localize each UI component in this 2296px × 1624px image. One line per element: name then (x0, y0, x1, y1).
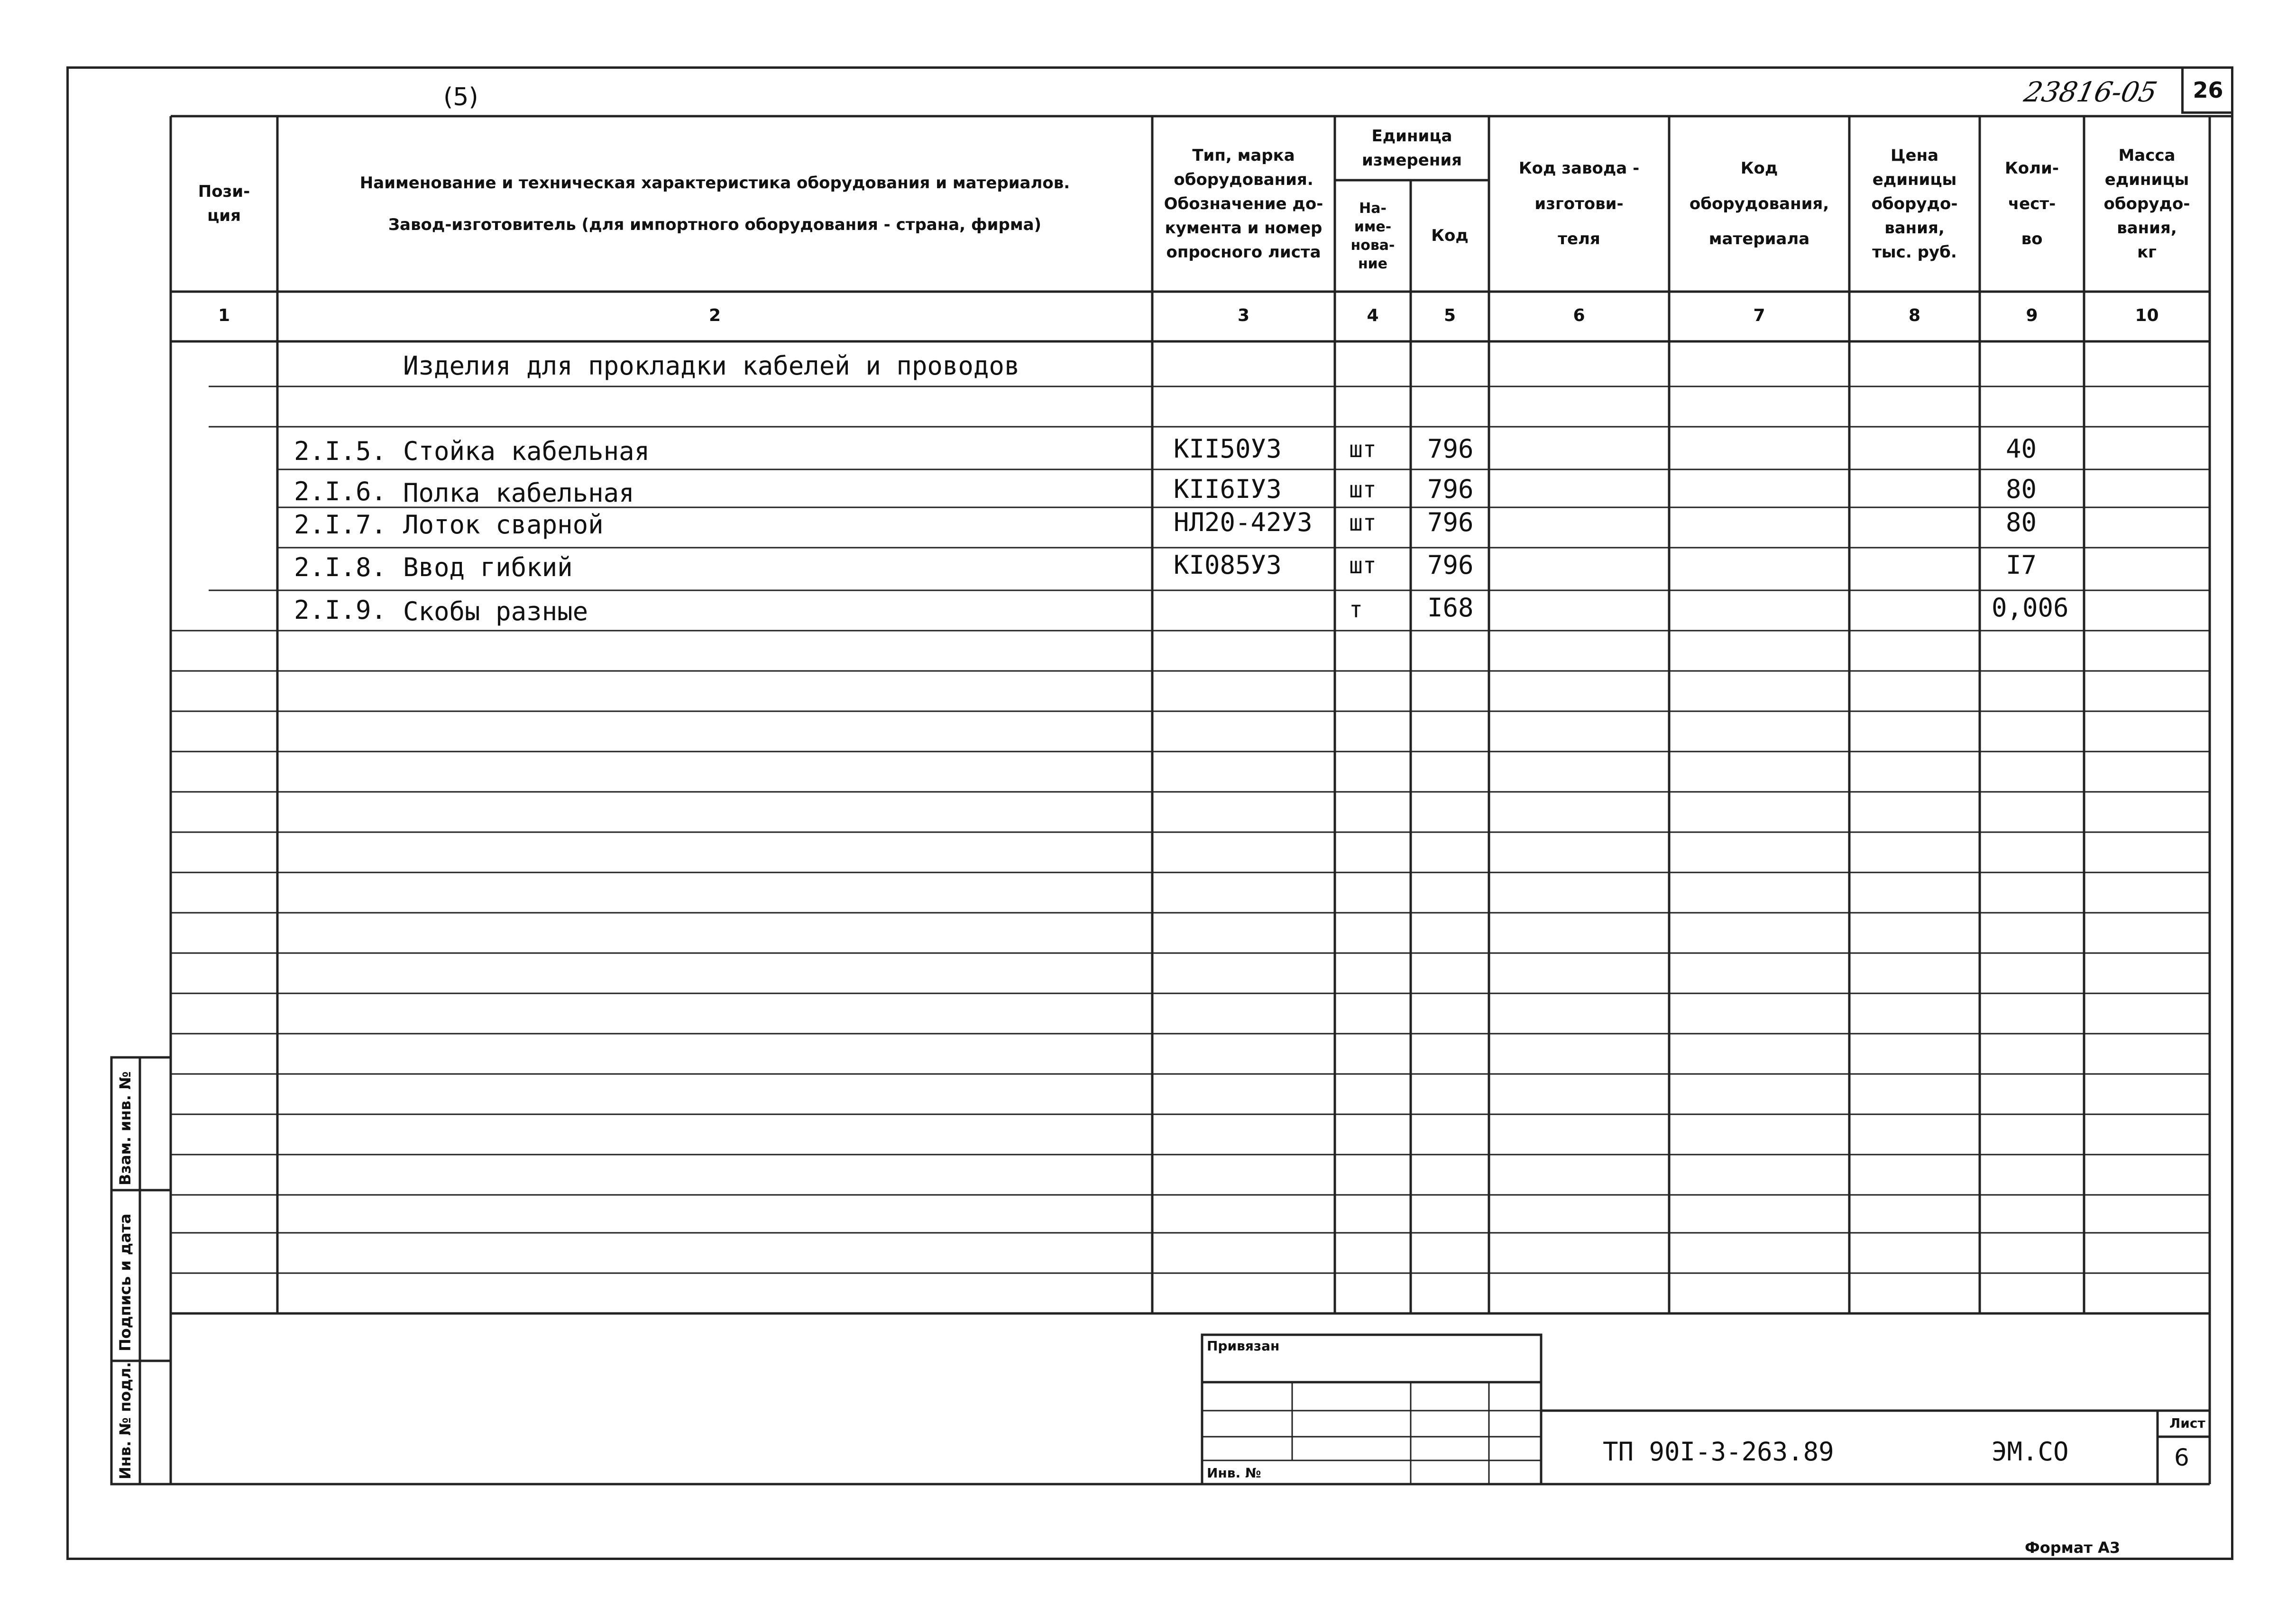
row-quantity: 80 (2006, 507, 2037, 537)
row-type: KI085У3 (1174, 550, 1282, 580)
row-unit: шт (1349, 510, 1377, 536)
row-quantity: 80 (2006, 474, 2037, 504)
row-name: Ввод гибкий (403, 552, 573, 582)
column-number: 2 (708, 306, 721, 325)
row-type: KII50У3 (1174, 434, 1282, 464)
column-number: 5 (1443, 306, 1456, 325)
row-unit: шт (1349, 552, 1377, 579)
column-header-name: Наименование и техническая характеристика оборудования и материалов. Завод-изготовитель (для импортного оборудования - страна, фирма) (359, 173, 1070, 234)
column-header-unit-code: Код (1431, 226, 1469, 245)
column-header-mass: Масса единицы оборудо- вания, кг (2103, 146, 2190, 262)
row-unit: т (1349, 596, 1363, 623)
row-position: 2.I.5. (294, 436, 387, 466)
row-unit-code: 796 (1427, 434, 1474, 464)
document-mark: ЭМ.СО (1992, 1437, 2069, 1467)
column-header-equipment-code: Код оборудования, материала (1689, 158, 1829, 249)
row-unit-code: 796 (1427, 507, 1474, 537)
sheet-value: 6 (2174, 1444, 2189, 1471)
row-unit: шт (1349, 436, 1377, 463)
column-header-unit-group: Единица измерения (1362, 126, 1462, 170)
row-type: KII6IУ3 (1174, 474, 1282, 504)
column-number: 4 (1367, 306, 1379, 325)
stamp-bound-label: Привязан (1207, 1338, 1280, 1354)
stamp-inv-label: Инв. № (1207, 1465, 1261, 1481)
column-number: 10 (2135, 306, 2159, 325)
column-number: 7 (1753, 306, 1765, 325)
row-name: Лоток сварной (403, 510, 604, 540)
side-label-replacement-inv: Взам. инв. № (116, 1071, 134, 1185)
row-unit: шт (1349, 477, 1377, 503)
row-unit-code: I68 (1427, 593, 1474, 623)
column-header-price: Цена единицы оборудо- вания, тыс. руб. (1871, 146, 1958, 262)
row-name: Стойка кабельная (403, 436, 650, 466)
row-quantity: 40 (2006, 434, 2037, 464)
column-number: 3 (1237, 306, 1250, 325)
row-quantity: 0,006 (1992, 593, 2069, 623)
column-header-manufacturer-code: Код завода - изготови- теля (1518, 158, 1640, 249)
side-label-signature-date: Подпись и дата (116, 1213, 134, 1351)
sheet-label: Лист (2169, 1415, 2205, 1431)
sheet-number: 26 (2181, 69, 2232, 114)
row-type: НЛ20-42У3 (1174, 507, 1313, 537)
document-code: 23816-05 (2021, 76, 2160, 108)
column-number: 1 (218, 306, 230, 325)
format-label: Формат А3 (2025, 1539, 2121, 1557)
column-header-quantity: Коли- чест- во (2005, 158, 2059, 249)
row-position: 2.I.8. (294, 552, 387, 582)
row-position: 2.I.7. (294, 510, 387, 540)
column-number: 8 (1908, 306, 1921, 325)
row-position: 2.I.9. (294, 595, 387, 625)
column-number: 9 (2026, 306, 2038, 325)
row-name: Скобы разные (403, 596, 588, 626)
row-unit-code: 796 (1427, 474, 1474, 504)
side-label-original-inv: Инв. № подл. (116, 1362, 134, 1479)
column-header-position: Пози- ция (198, 182, 250, 225)
row-name: Полка кабельная (403, 478, 634, 508)
page-mark: (5) (443, 83, 478, 111)
document-designation: ТП 90I-3-263.89 (1603, 1437, 1834, 1467)
row-unit-code: 796 (1427, 550, 1474, 580)
column-number: 6 (1573, 306, 1585, 325)
column-header-type: Тип, марка оборудования. Обозначение до- кумента и номер опросного листа (1164, 146, 1323, 262)
column-header-unit-name: На- име- нова- ние (1350, 200, 1395, 272)
row-position: 2.I.6. (294, 477, 387, 506)
row-quantity: I7 (2006, 550, 2037, 580)
section-title: Изделия для прокладки кабелей и проводов (403, 351, 1020, 381)
